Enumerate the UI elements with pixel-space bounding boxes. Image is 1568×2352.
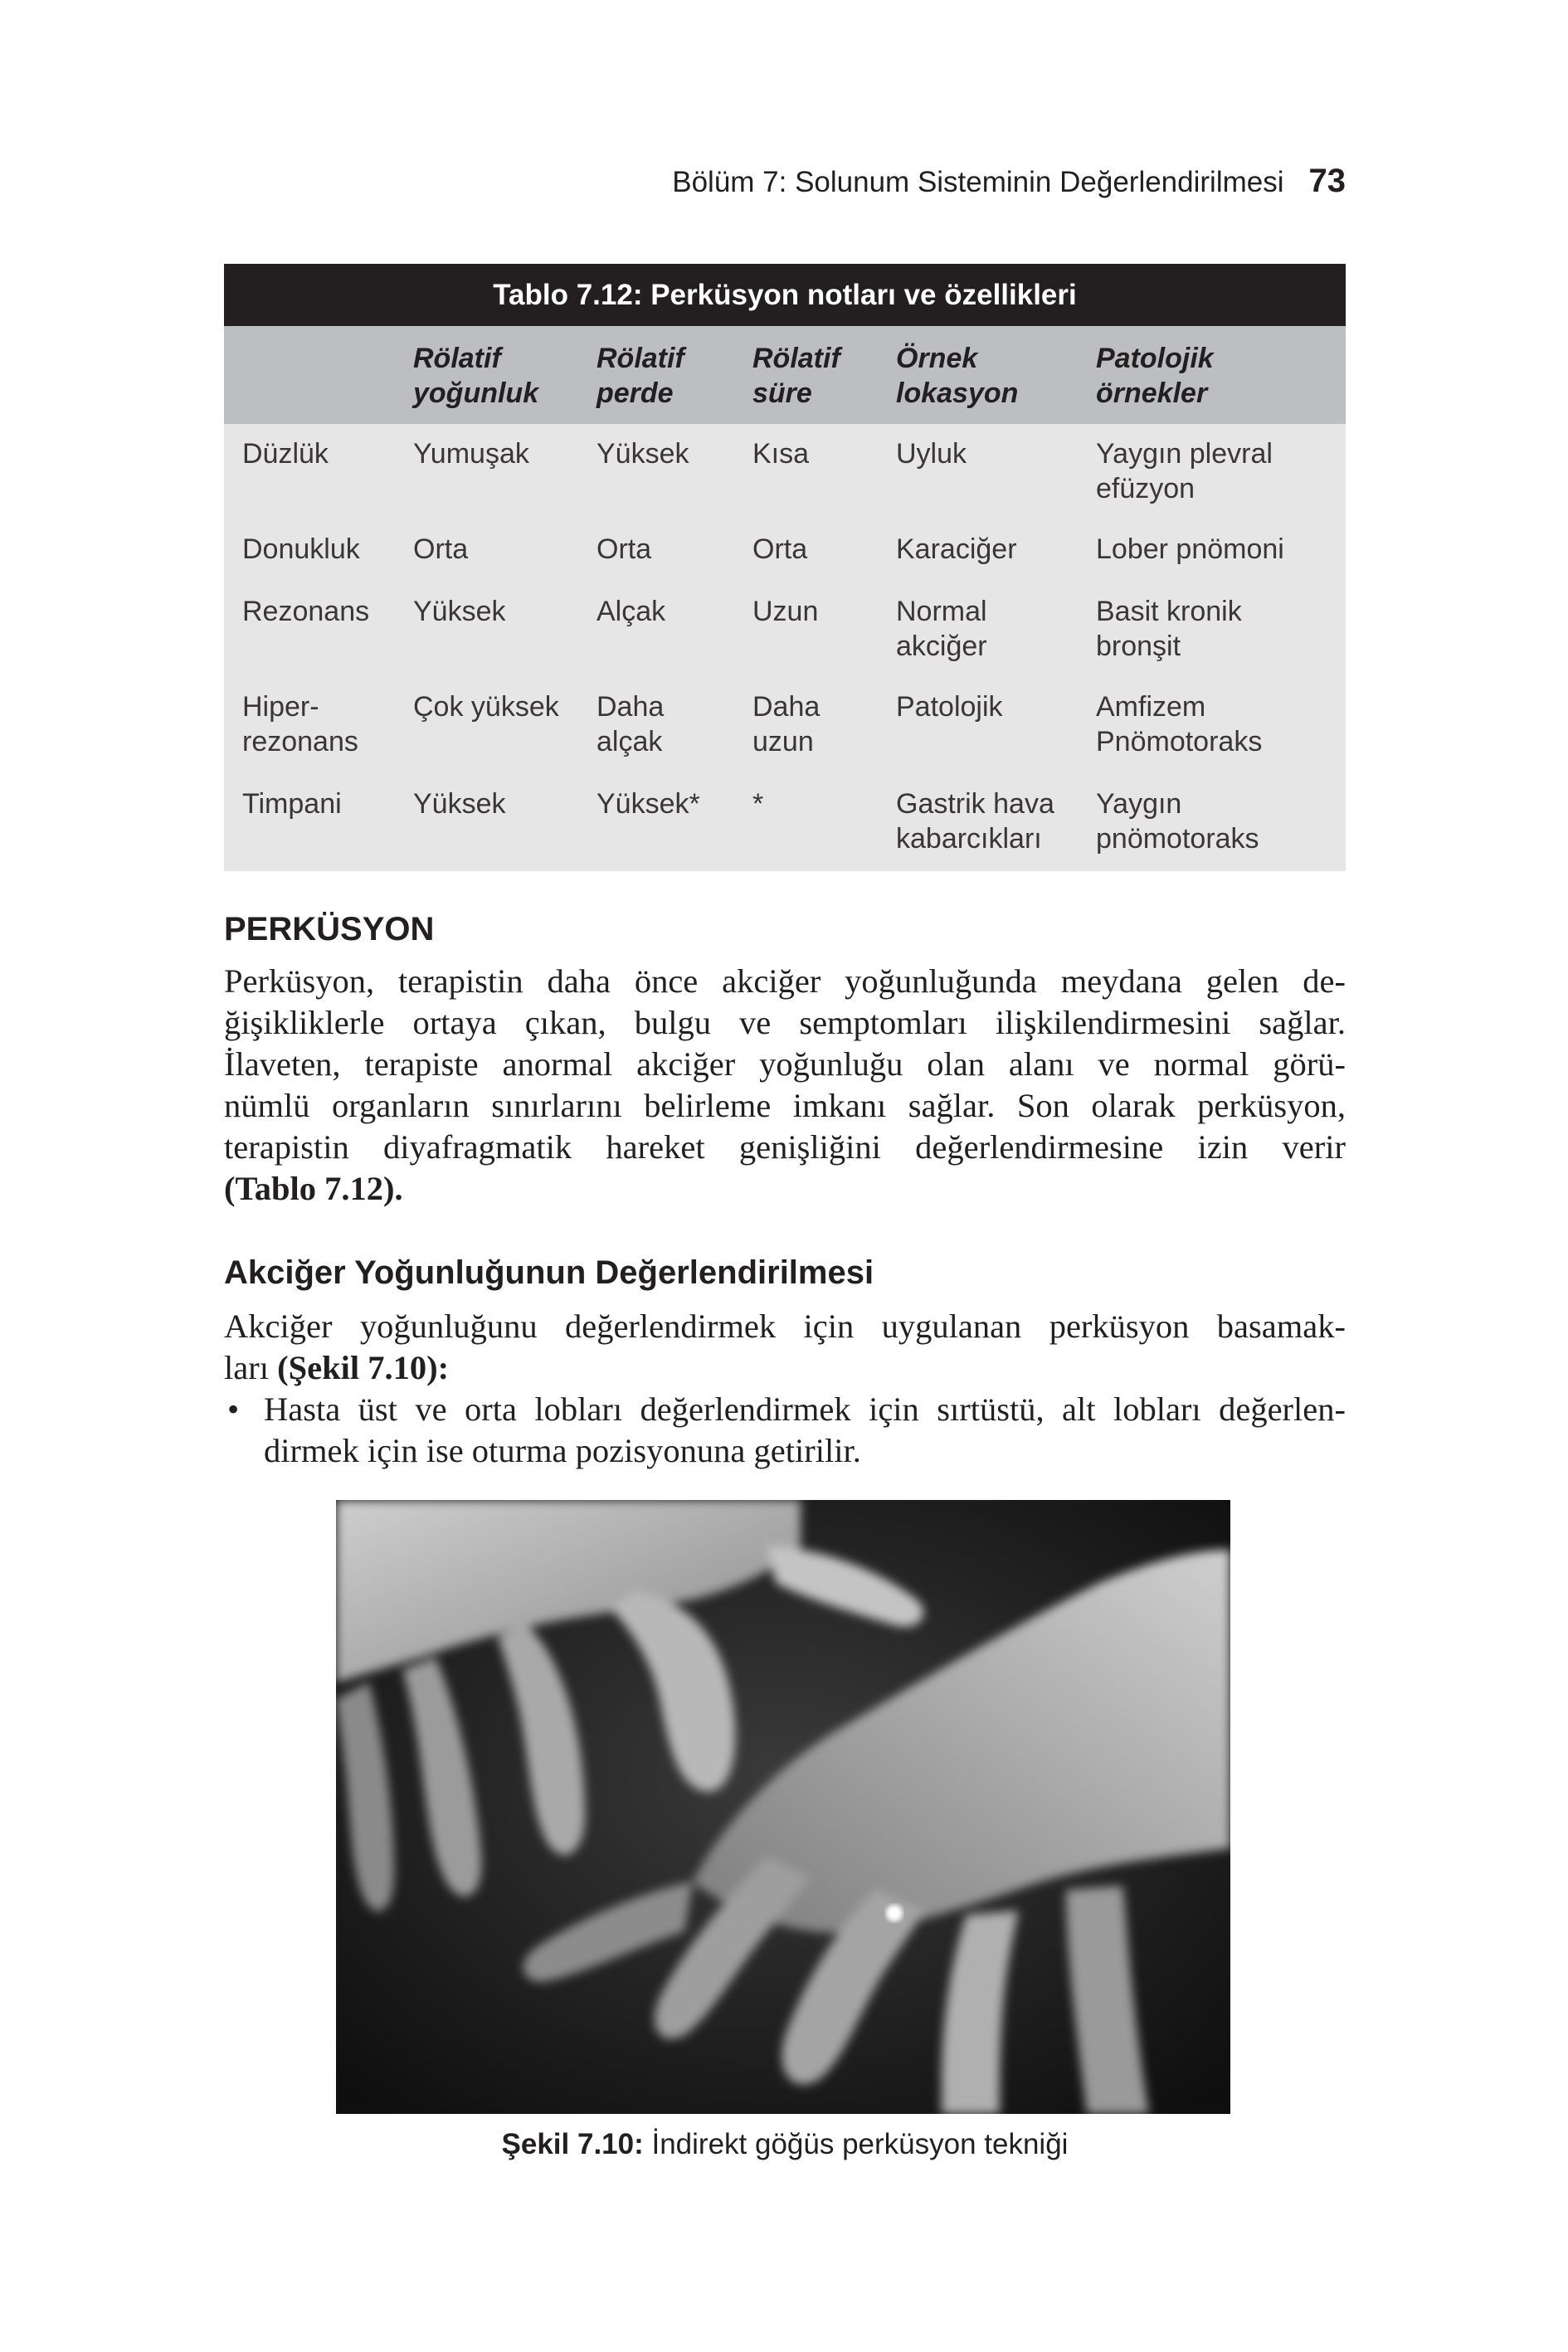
table-cell bbox=[1096, 689, 1262, 759]
table-cell bbox=[597, 689, 664, 759]
table-cell bbox=[413, 594, 506, 629]
table-cell-text: Lober pnömoni bbox=[1096, 533, 1284, 565]
table-cell-text: rezonans bbox=[242, 726, 358, 757]
table-header-text: Patolojik bbox=[1096, 343, 1214, 374]
table-cell-text: * bbox=[752, 788, 764, 820]
table-cell-text: uzun bbox=[752, 726, 814, 757]
table-header-cell bbox=[1096, 341, 1214, 411]
table-header-text: Rölatif bbox=[597, 343, 684, 374]
table-cell-text: Orta bbox=[752, 533, 808, 565]
table-cell-text: Kısa bbox=[752, 438, 810, 470]
table-header-row bbox=[224, 326, 1346, 424]
table-cell-text: Karaciğer bbox=[896, 533, 1017, 565]
table-cell bbox=[896, 689, 1003, 724]
table-cell-text: Düzlük bbox=[242, 438, 329, 470]
table-cell-text: Daha bbox=[597, 691, 665, 723]
table-row-label bbox=[242, 436, 329, 471]
table-cell-text: Yüksek bbox=[413, 788, 506, 820]
paragraph-line: İlaveten, terapiste anormal akciğer yoğunluğu olan alanı ve normal görü- bbox=[224, 1045, 1346, 1083]
table-cell-text: Yüksek bbox=[413, 596, 506, 627]
bullet-line: dirmek için ise oturma pozisyonuna getirilir. bbox=[264, 1432, 861, 1469]
table-cell-text: Timpani bbox=[242, 788, 342, 820]
figure-caption-text: İndirekt göğüs perküsyon tekniği bbox=[643, 2128, 1069, 2160]
section-heading: PERKÜSYON bbox=[224, 911, 435, 947]
table-cell bbox=[413, 786, 506, 821]
table-cell-text: alçak bbox=[597, 726, 663, 757]
paragraph-line: Akciğer yoğunluğunu değerlendirmek için uygulanan perküsyon basamak- bbox=[224, 1307, 1346, 1345]
table-cell bbox=[896, 532, 1017, 567]
table-cell-text: bronşit bbox=[1096, 631, 1181, 662]
table-header-text: yoğunluk bbox=[413, 377, 539, 409]
table-cell-text: pnömotoraks bbox=[1096, 823, 1259, 855]
bullet-icon: • bbox=[227, 1390, 240, 1428]
paragraph-line: ğişikliklerle ortaya çıkan, bulgu ve semptomları ilişkilendirmesini sağlar. bbox=[224, 1004, 1346, 1041]
table-cell bbox=[896, 436, 967, 471]
intro-text: ları bbox=[224, 1349, 278, 1386]
table-row-label bbox=[242, 689, 358, 759]
page-number: 73 bbox=[1308, 163, 1346, 199]
table-cell bbox=[1096, 594, 1242, 664]
table-cell-text: Amfizem bbox=[1096, 691, 1206, 723]
subsection-heading: Akciğer Yoğunluğunun Değerlendirilmesi bbox=[224, 1254, 874, 1291]
table-row-label bbox=[242, 594, 369, 629]
table-cell bbox=[752, 436, 809, 471]
paragraph-line bbox=[224, 1168, 1346, 1210]
table-cell bbox=[1096, 786, 1259, 856]
percussion-paragraph bbox=[224, 961, 1346, 1210]
table-cell-text: Uyluk bbox=[896, 438, 967, 470]
figure-photo bbox=[336, 1500, 1230, 2114]
table-cell bbox=[597, 436, 689, 471]
table-cell-text: Basit kronik bbox=[1096, 596, 1242, 627]
table-header-text: Rölatif bbox=[413, 343, 501, 374]
table-cell bbox=[752, 594, 818, 629]
percussion-table bbox=[224, 264, 1346, 871]
table-cell-text: Uzun bbox=[752, 596, 819, 627]
table-reference: (Tablo 7.12). bbox=[224, 1170, 403, 1207]
table-cell-text: Normal bbox=[896, 596, 987, 627]
bullet-line: Hasta üst ve orta lobları değerlendirmek için sırtüstü, alt lobları değerlen- bbox=[264, 1390, 1346, 1428]
table-cell bbox=[597, 786, 700, 821]
table-cell bbox=[896, 594, 987, 664]
table-row-label bbox=[242, 786, 342, 821]
table-title: Tablo 7.12: Perküsyon notları ve özellikleri bbox=[224, 264, 1346, 326]
hands-percussion-photo bbox=[336, 1500, 1230, 2114]
table-cell-text: Patolojik bbox=[896, 691, 1003, 723]
table-cell bbox=[597, 532, 651, 567]
figure-caption bbox=[224, 2128, 1346, 2161]
table-body bbox=[224, 424, 1346, 871]
table-cell-text: Alçak bbox=[597, 596, 666, 627]
running-head-title: Bölüm 7: Solunum Sisteminin Değerlendirilmesi bbox=[672, 166, 1284, 198]
table-cell-text: Hiper- bbox=[242, 691, 319, 723]
table-cell bbox=[413, 436, 529, 471]
table-cell bbox=[1096, 532, 1284, 567]
table-cell-text: Rezonans bbox=[242, 596, 370, 627]
table-cell-text: Yaygın bbox=[1096, 788, 1182, 820]
table-header-text: lokasyon bbox=[896, 377, 1019, 409]
figure-reference: (Şekil 7.10): bbox=[277, 1349, 450, 1386]
table-cell-text: efüzyon bbox=[1096, 473, 1195, 504]
table-cell-text: Pnömotoraks bbox=[1096, 726, 1263, 757]
table-header-cell bbox=[752, 341, 840, 411]
table-header-text: perde bbox=[597, 377, 674, 409]
table-cell-text: Yaygın plevral bbox=[1096, 438, 1273, 470]
table-cell bbox=[752, 786, 763, 821]
subsection-intro bbox=[224, 1306, 1346, 1389]
table-header-cell bbox=[896, 341, 1018, 411]
table-cell bbox=[752, 532, 807, 567]
table-header-text: örnekler bbox=[1096, 377, 1208, 409]
table-cell-text: Gastrik hava bbox=[896, 788, 1054, 820]
paragraph-line bbox=[224, 1347, 1346, 1389]
table-cell-text: Yumuşak bbox=[413, 438, 529, 470]
table-cell bbox=[752, 689, 820, 759]
table-header-text: Rölatif bbox=[752, 343, 840, 374]
paragraph-line: terapistin diyafragmatik hareket genişliğini değerlendirmesine izin verir bbox=[224, 1128, 1346, 1166]
paragraph-line: Perküsyon, terapistin daha önce akciğer yoğunluğunda meydana gelen de- bbox=[224, 962, 1346, 1000]
table-cell bbox=[413, 532, 468, 567]
table-header-cell bbox=[413, 341, 538, 411]
table-row-label bbox=[242, 532, 360, 567]
paragraph-line: nümlü organların sınırlarını belirleme imkanı sağlar. Son olarak perküsyon, bbox=[224, 1087, 1346, 1124]
table-header-text: süre bbox=[752, 377, 812, 409]
running-head bbox=[224, 163, 1346, 212]
table-cell-text: Yüksek bbox=[597, 438, 689, 470]
table-cell-text: Orta bbox=[597, 533, 652, 565]
table-cell bbox=[413, 689, 559, 724]
table-cell-text: Orta bbox=[413, 533, 469, 565]
table-cell bbox=[597, 594, 665, 629]
table-cell bbox=[1096, 436, 1273, 506]
table-cell-text: Donukluk bbox=[242, 533, 360, 565]
table-cell-text: Çok yüksek bbox=[413, 691, 559, 723]
table-cell-text: akciğer bbox=[896, 631, 987, 662]
table-cell-text: Yüksek* bbox=[597, 788, 700, 820]
figure-caption-label: Şekil 7.10: bbox=[501, 2128, 644, 2160]
table-header-cell bbox=[597, 341, 684, 411]
bullet-list bbox=[224, 1389, 1346, 1472]
table-cell-text: kabarcıkları bbox=[896, 823, 1042, 855]
table-cell bbox=[896, 786, 1054, 856]
table-header-text: Örnek bbox=[896, 343, 978, 374]
table-cell-text: Daha bbox=[752, 691, 821, 723]
bullet-item bbox=[264, 1389, 1346, 1472]
